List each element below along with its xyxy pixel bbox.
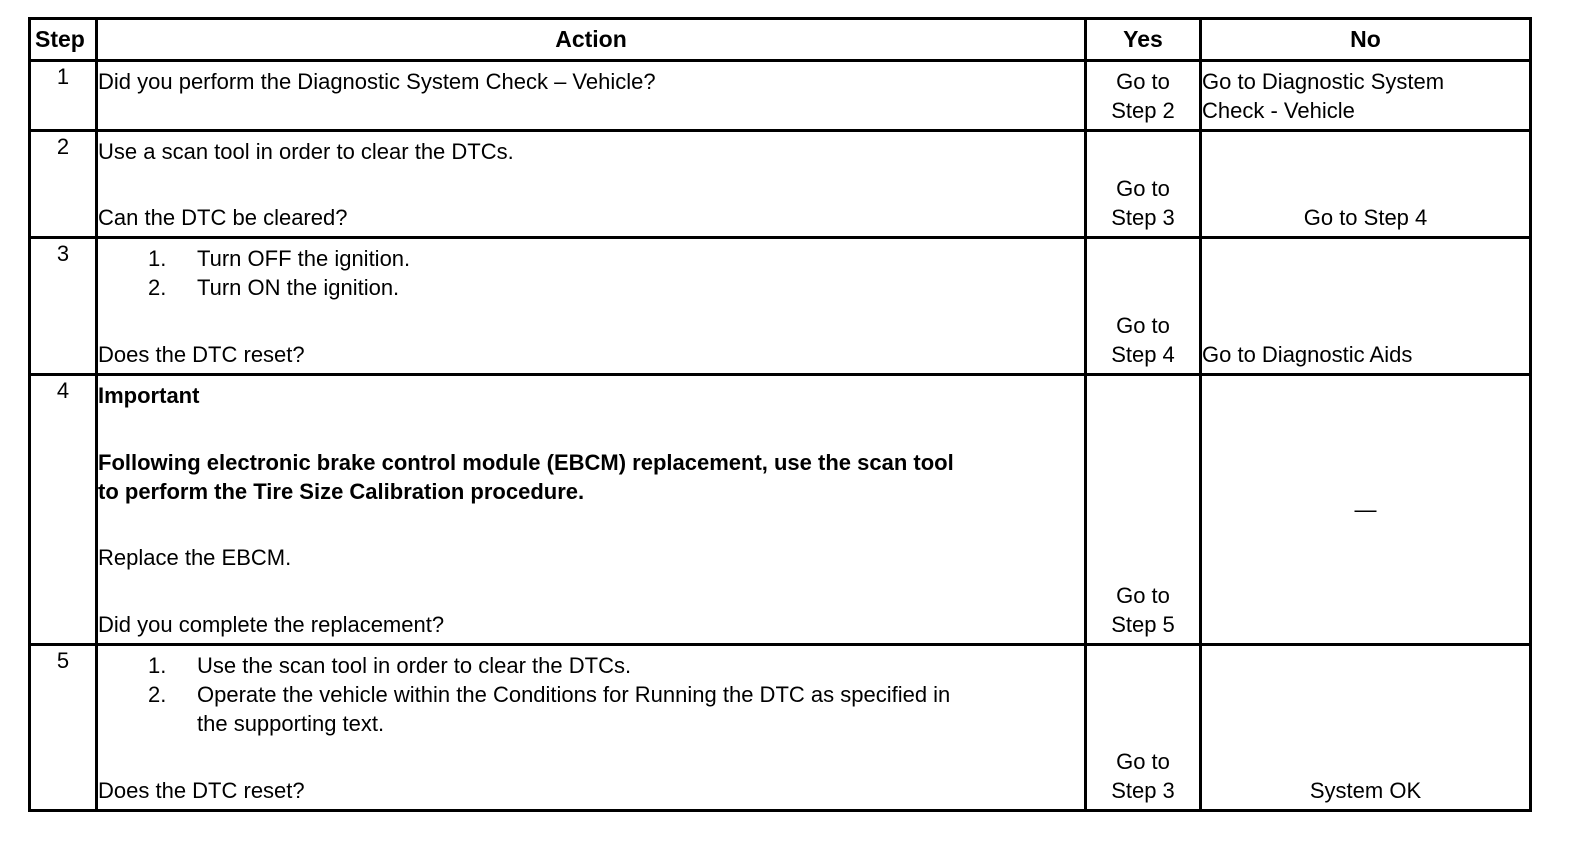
action-cell [97, 238, 1086, 375]
numbered-list [98, 244, 1084, 302]
step-number: 5 [30, 645, 97, 811]
yes-line-1: Go to [1116, 313, 1170, 338]
action-cell [97, 375, 1086, 645]
no-cell [1201, 375, 1531, 645]
diagnostic-table [28, 17, 1532, 812]
yes-cell [1086, 375, 1201, 645]
no-dash: — [1354, 497, 1377, 522]
table-row-step-2 [30, 131, 1531, 238]
table-row-step-1 [30, 61, 1531, 131]
no-line-1: System OK [1309, 778, 1422, 803]
list-item [98, 680, 1084, 738]
action-question: Does the DTC reset? [98, 342, 305, 367]
step-number: 4 [30, 375, 97, 645]
list-item [98, 244, 1084, 273]
no-line-2: Check - Vehicle [1202, 98, 1355, 123]
list-item [98, 651, 1084, 680]
yes-line-2: Step 5 [1111, 612, 1175, 637]
step-number: 1 [30, 61, 97, 131]
list-item-number: 2. [148, 682, 167, 707]
numbered-list [98, 651, 1084, 738]
table-row-step-5 [30, 645, 1531, 811]
action-instruction: Use a scan tool in order to clear the DTCs. [98, 139, 514, 164]
yes-line-1: Go to [1116, 69, 1170, 94]
yes-line-2: Step 3 [1111, 778, 1175, 803]
action-question: Did you complete the replacement? [98, 612, 445, 637]
list-item-text-continued: the supporting text. [197, 711, 385, 736]
step-number: 3 [30, 238, 97, 375]
yes-line-2: Step 3 [1111, 205, 1175, 230]
yes-cell [1086, 61, 1201, 131]
step-number: 2 [30, 131, 97, 238]
no-line-1: Go to Diagnostic Aids [1202, 342, 1413, 367]
list-item-text: Turn ON the ignition. [197, 275, 400, 300]
important-note-line-1: Following electronic brake control module (EBCM) replacement, use the scan tool [98, 450, 954, 475]
no-cell [1201, 131, 1531, 238]
action-instruction: Replace the EBCM. [98, 545, 292, 570]
list-item-number: 1. [148, 246, 167, 271]
header-no: No [1201, 19, 1531, 61]
yes-line-2: Step 4 [1111, 342, 1175, 367]
action-question: Can the DTC be cleared? [98, 205, 348, 230]
no-line-1: Go to Step 4 [1303, 205, 1428, 230]
important-title: Important [98, 383, 200, 408]
list-item-text: Turn OFF the ignition. [197, 246, 411, 271]
no-line-1: Go to Diagnostic System [1202, 69, 1445, 94]
action-question: Did you perform the Diagnostic System Check – Vehicle? [98, 69, 656, 94]
yes-line-1: Go to [1116, 176, 1170, 201]
yes-cell [1086, 645, 1201, 811]
action-cell [97, 61, 1086, 131]
header-yes: Yes [1086, 19, 1201, 61]
yes-line-1: Go to [1116, 583, 1170, 608]
yes-line-2: Step 2 [1111, 98, 1175, 123]
action-cell [97, 131, 1086, 238]
list-item-text: Use the scan tool in order to clear the DTCs. [197, 653, 632, 678]
no-cell [1201, 61, 1531, 131]
list-item [98, 273, 1084, 302]
yes-cell [1086, 238, 1201, 375]
yes-line-1: Go to [1116, 749, 1170, 774]
list-item-number: 1. [148, 653, 167, 678]
action-question: Does the DTC reset? [98, 778, 305, 803]
no-cell [1201, 238, 1531, 375]
list-item-number: 2. [148, 275, 167, 300]
table-header-row [30, 19, 1531, 61]
header-action: Action [97, 19, 1086, 61]
yes-cell [1086, 131, 1201, 238]
table-row-step-4 [30, 375, 1531, 645]
list-item-text: Operate the vehicle within the Conditions for Running the DTC as specified in [197, 682, 951, 707]
action-cell [97, 645, 1086, 811]
header-step: Step [30, 19, 97, 61]
no-cell [1201, 645, 1531, 811]
table-row-step-3 [30, 238, 1531, 375]
important-note-line-2: to perform the Tire Size Calibration procedure. [98, 479, 585, 504]
